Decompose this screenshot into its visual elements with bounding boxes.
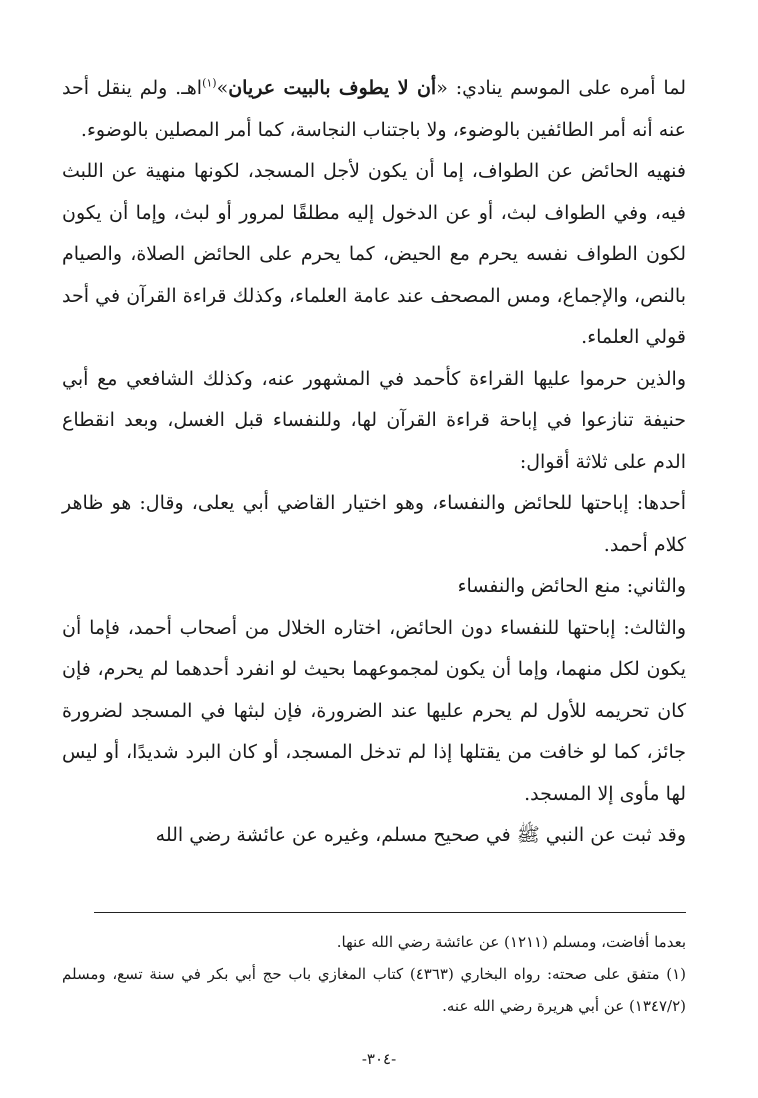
paragraph-1 [62, 68, 686, 151]
paragraph-2: فنهيه الحائض عن الطواف، إما أن يكون لأجل المسجد، لكونها منهية عن اللبث فيه، وفي الطواف لبث، أو عن الدخول إليه مطلقًا لمرور أو لبث، وإما أن يكون لكون الطواف نفسه يحرم مع الحيض، كما يحرم على الحائض الصلاة، والصيام بالنص، والإجماع، ومس المصحف عند عامة العلماء، وكذلك قراءة القرآن في أحد قولي العلماء. [62, 160, 686, 348]
page-number: -٣٠٤- [361, 1050, 397, 1068]
footnote-separator [94, 912, 686, 913]
quote-close: » [216, 77, 229, 99]
paragraph-1-lead: لما أمره على الموسم ينادي: « [436, 77, 686, 99]
paragraph-3: والذين حرموا عليها القراءة كأحمد في المشهور عنه، وكذلك الشافعي مع أبي حنيفة تنازعوا في إباحة قراءة القرآن لها، وللنفساء قبل الغسل، وبعد انقطاع الدم على ثلاثة أقوال: [62, 367, 686, 473]
paragraph-4: أحدها: إباحتها للحائض والنفساء، وهو اختيار القاضي أبي يعلى، وقال: هو ظاهر كلام أحمد. [62, 492, 686, 556]
paragraph-7: وقد ثبت عن النبي ﷺ في صحيح مسلم، وغيره عن عائشة رضي الله [155, 824, 686, 846]
footnote-ref-1: (١) [202, 76, 217, 90]
paragraph-5: والثاني: منع الحائض والنفساء [457, 575, 686, 597]
footnotes [62, 926, 686, 1022]
hadith-quote: أن لا يطوف بالبيت عريان [228, 77, 437, 99]
footnote-continued: بعدما أفاضت، ومسلم (١٢١١) عن عائشة رضي الله عنها. [336, 933, 686, 951]
paragraph-6: والثالث: إباحتها للنفساء دون الحائض، اختاره الخلال من أصحاب أحمد، فإما أن يكون لكل منهما، وإما أن يكون لمجموعهما بحيث لو انفرد أحدهما لم يحرم، فإن كان تحريمه للأول لم يحرم عليها عند الضرورة، فإن لبثها في المسجد لضرورة جائز، كما لو خافت من يقتلها إذا لم تدخل المسجد، أو كان البرد شديدًا، أو ليس لها مأوى إلا المسجد. [62, 616, 686, 805]
footnote-1: (١) متفق على صحته: رواه البخاري (٤٣٦٣) كتاب المغازي باب حج أبي بكر في سنة تسع، ومسلم (١٣٤٧/٢) عن أبي هريرة رضي الله عنه. [62, 965, 686, 1015]
paragraph-1-rest: اهـ. ولم ينقل أحد عنه أنه أمر الطائفين بالوضوء، ولا باجتناب النجاسة، كما أمر المصلين بالوضوء. [62, 77, 686, 141]
main-text [62, 68, 686, 857]
